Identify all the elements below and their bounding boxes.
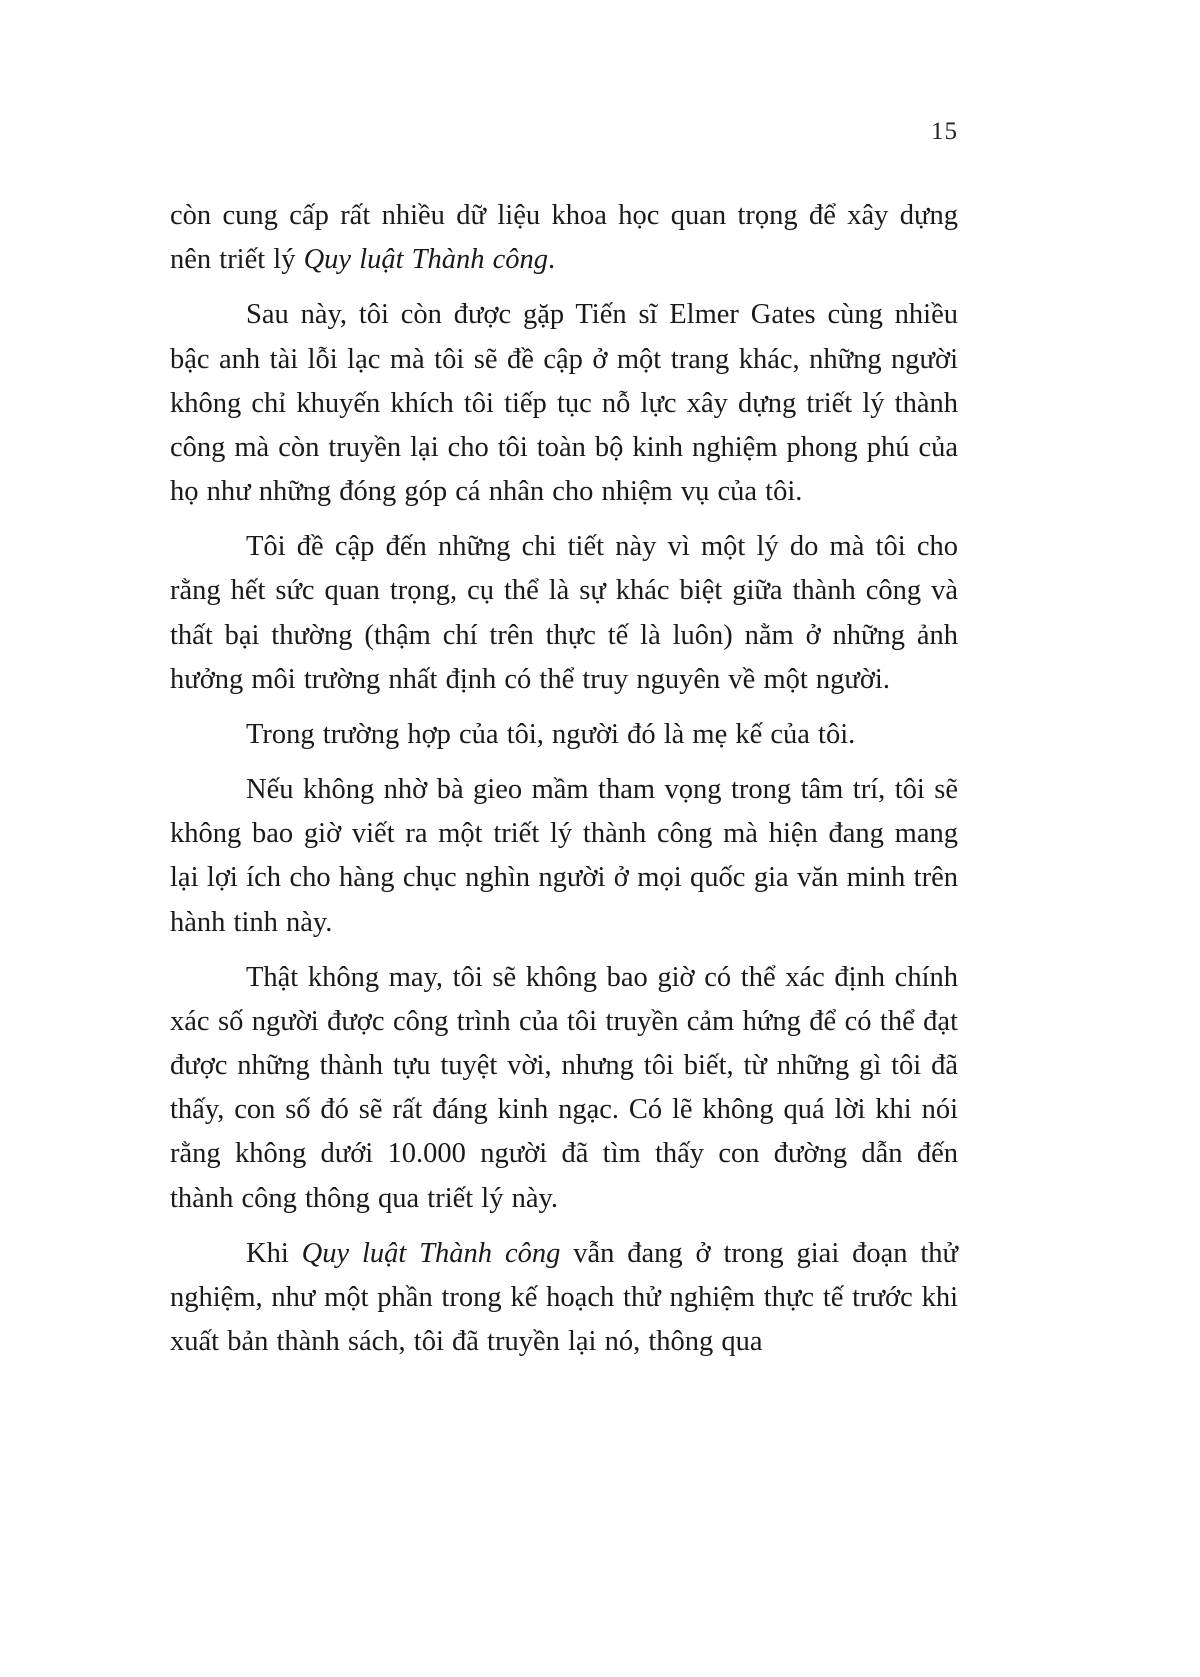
text-run: . — [548, 244, 556, 276]
paragraph — [170, 293, 958, 514]
text-run: Thật không may, tôi sẽ không bao giờ có thể xác định chính xác số người được công trình của tôi truyền cảm hứng để có thể đạt được những thành tựu tuyệt vời, nhưng tôi biết, từ những gì tôi đã thấy, con số đó sẽ rất đáng kinh ngạc. Có lẽ không quá lời khi nói rằng không dưới 10.000 người đã tìm thấy con đường dẫn đến thành công thông qua triết lý này. — [170, 961, 958, 1214]
page-body — [170, 194, 958, 1364]
paragraph — [170, 768, 958, 945]
paragraph — [170, 713, 958, 757]
text-run: Khi — [246, 1237, 302, 1269]
text-run: còn cung cấp rất nhiều dữ liệu khoa học quan trọng để xây dựng nên triết lý — [170, 200, 958, 276]
italic-text-run: Quy luật Thành công — [301, 1237, 561, 1269]
italic-text-run: Quy luật Thành công — [303, 244, 549, 276]
paragraph — [170, 1232, 958, 1365]
paragraph — [170, 194, 958, 282]
paragraph — [170, 956, 958, 1221]
text-run: Tôi đề cập đến những chi tiết này vì một lý do mà tôi cho rằng hết sức quan trọng, cụ thể là sự khác biệt giữa thành công và thất bại thường (thậm chí trên thực tế là luôn) nằm ở những ảnh hưởng môi trường nhất định có thể truy nguyên về một người. — [170, 531, 958, 695]
page-number: 15 — [931, 118, 958, 145]
text-run: Nếu không nhờ bà gieo mầm tham vọng trong tâm trí, tôi sẽ không bao giờ viết ra một triết lý thành công mà hiện đang mang lại lợi ích cho hàng chục nghìn người ở mọi quốc gia văn minh trên hành tinh này. — [170, 774, 958, 938]
text-run: Sau này, tôi còn được gặp Tiến sĩ Elmer Gates cùng nhiều bậc anh tài lỗi lạc mà tôi sẽ đề cập ở một trang khác, những người không chỉ khuyến khích tôi tiếp tục nỗ lực xây dựng triết lý thành công mà còn truyền lại cho tôi toàn bộ kinh nghiệm phong phú của họ như những đóng góp cá nhân cho nhiệm vụ của tôi. — [170, 299, 958, 508]
text-run: Trong trường hợp của tôi, người đó là mẹ kế của tôi. — [246, 718, 856, 750]
paragraph — [170, 525, 958, 702]
text-run: vẫn đang ở trong giai đoạn thử nghiệm, như một phần trong kế hoạch thử nghiệm thực tế trước khi xuất bản thành sách, tôi đã truyền lại nó, thông qua — [170, 1237, 959, 1358]
